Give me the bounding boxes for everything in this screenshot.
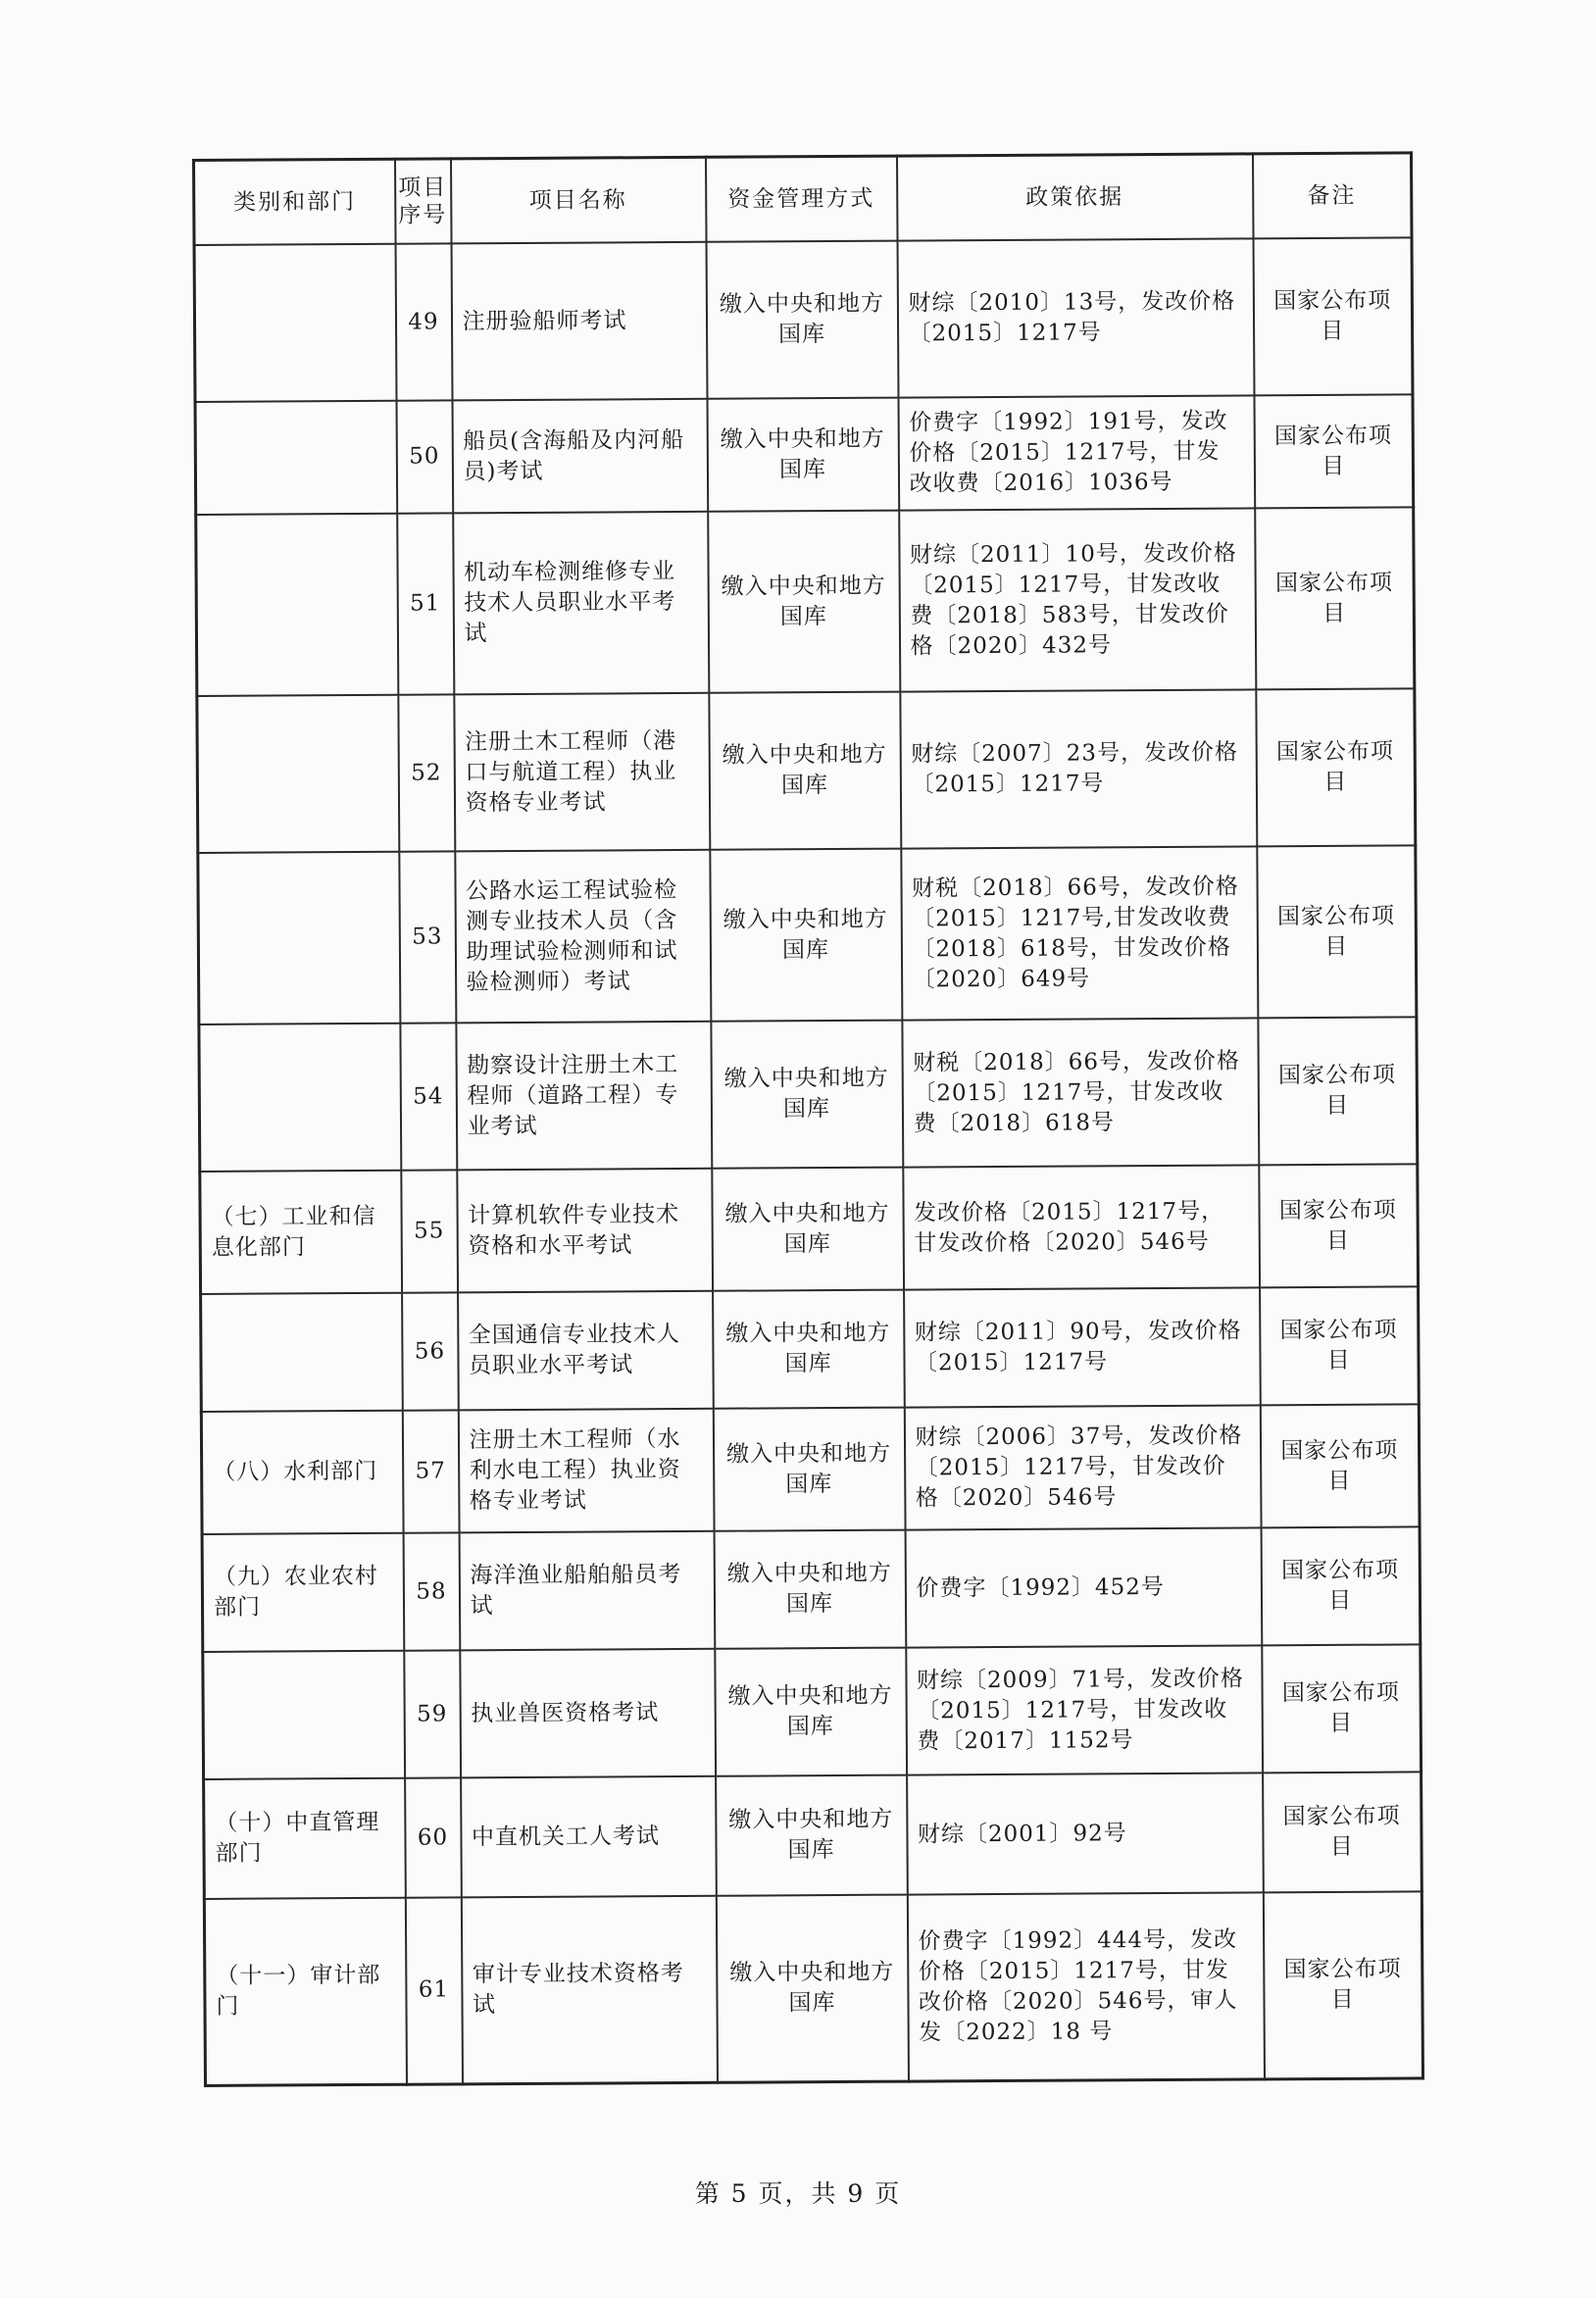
seq-cell: 59 [404, 1650, 461, 1777]
name-cell: 公路水运工程试验检测专业技术人员（含助理试验检测师和试验检测师）考试 [455, 850, 711, 1024]
table-row [196, 507, 1415, 696]
category-cell: （十一）审计部门 [204, 1898, 406, 2085]
table-row [202, 1526, 1421, 1652]
policy-cell: 财综〔2007〕23号，发改价格〔2015〕1217号 [900, 689, 1257, 848]
table-row [195, 394, 1414, 515]
note-cell: 国家公布项目 [1260, 1286, 1420, 1405]
table-row [204, 1891, 1422, 2085]
name-cell: 计算机软件专业技术资格和水平考试 [457, 1169, 713, 1293]
category-cell [197, 695, 399, 853]
category-cell [196, 514, 398, 696]
fund-cell: 缴入中央和地方国库 [707, 398, 899, 512]
header-category: 类别和部门 [194, 159, 396, 245]
table-row [198, 845, 1417, 1024]
fund-cell: 缴入中央和地方国库 [706, 241, 898, 399]
fund-cell: 缴入中央和地方国库 [708, 511, 900, 693]
category-cell: （十）中直管理部门 [204, 1778, 406, 1899]
fund-cell: 缴入中央和地方国库 [713, 1290, 905, 1409]
table-header-row [194, 153, 1413, 245]
policy-cell: 财综〔2011〕90号，发改价格〔2015〕1217号 [904, 1287, 1261, 1407]
name-cell: 审计专业技术资格考试 [461, 1896, 717, 2084]
category-cell: （九）农业农村部门 [202, 1533, 404, 1652]
seq-cell: 56 [402, 1292, 459, 1410]
fund-cell: 缴入中央和地方国库 [711, 1021, 903, 1169]
policy-cell: 财综〔2011〕10号，发改价格〔2015〕1217号，甘发改收费〔2018〕583号，甘发改价格〔2020〕432号 [899, 508, 1256, 691]
category-cell [199, 1024, 401, 1172]
seq-cell: 51 [397, 513, 454, 694]
fund-cell: 缴入中央和地方国库 [709, 692, 901, 850]
note-cell: 国家公布项目 [1259, 1164, 1419, 1287]
note-cell: 国家公布项目 [1263, 1891, 1422, 2078]
table-row [201, 1404, 1420, 1534]
seq-cell: 60 [405, 1777, 462, 1897]
header-seq: 项目序号 [395, 159, 452, 244]
note-cell: 国家公布项目 [1254, 394, 1414, 508]
seq-cell: 57 [402, 1410, 459, 1532]
note-cell: 国家公布项目 [1261, 1526, 1421, 1645]
note-cell: 国家公布项目 [1255, 507, 1415, 689]
name-cell: 注册验船师考试 [451, 242, 707, 401]
note-cell: 国家公布项目 [1258, 1017, 1418, 1165]
seq-cell: 55 [401, 1170, 458, 1292]
table-row [194, 237, 1413, 402]
header-policy: 政策依据 [896, 154, 1253, 241]
seq-cell: 58 [403, 1532, 460, 1650]
table-row [201, 1286, 1420, 1412]
page-footer: 第 5 页，共 9 页 [694, 2179, 902, 2208]
table-row [197, 688, 1416, 853]
fund-cell: 缴入中央和地方国库 [710, 849, 902, 1022]
policy-cell: 财综〔2001〕92号 [907, 1773, 1264, 1894]
note-cell: 国家公布项目 [1256, 688, 1416, 846]
policy-cell: 发改价格〔2015〕1217号，甘发改价格〔2020〕546号 [903, 1165, 1260, 1289]
name-cell: 全国通信专业技术人员职业水平考试 [458, 1291, 714, 1411]
category-cell [195, 401, 397, 515]
fund-cell: 缴入中央和地方国库 [714, 1530, 906, 1649]
category-cell [201, 1293, 403, 1412]
header-note: 备注 [1252, 153, 1412, 238]
note-cell: 国家公布项目 [1253, 237, 1413, 395]
name-cell: 执业兽医资格考试 [460, 1649, 716, 1778]
category-cell: （七）工业和信息化部门 [200, 1171, 402, 1294]
category-cell [194, 244, 396, 402]
fund-cell: 缴入中央和地方国库 [716, 1895, 908, 2082]
policy-cell: 财税〔2018〕66号，发改价格〔2015〕1217号,甘发改收费〔2018〕618号，甘发改价格〔2020〕649号 [901, 846, 1258, 1020]
fund-cell: 缴入中央和地方国库 [713, 1408, 905, 1531]
note-cell: 国家公布项目 [1260, 1404, 1420, 1527]
header-name: 项目名称 [451, 157, 707, 243]
policy-cell: 财综〔2006〕37号，发改价格〔2015〕1217号，甘发改价格〔2020〕546号 [904, 1405, 1261, 1529]
note-cell: 国家公布项目 [1257, 845, 1417, 1018]
table-row [200, 1164, 1419, 1294]
category-cell [203, 1651, 405, 1779]
seq-cell: 50 [396, 400, 453, 513]
policy-cell: 价费字〔1992〕444号，发改价格〔2015〕1217号，甘发改价格〔2020〕546号，审人发〔2022〕18 号 [907, 1892, 1264, 2080]
table-row [203, 1644, 1421, 1779]
name-cell: 海洋渔业船舶船员考试 [459, 1531, 715, 1651]
policy-cell: 财税〔2018〕66号，发改价格〔2015〕1217号，甘发改收费〔2018〕618号 [902, 1018, 1259, 1167]
seq-cell: 61 [405, 1897, 462, 2083]
name-cell: 机动车检测维修专业技术人员职业水平考试 [453, 512, 709, 695]
seq-cell: 53 [399, 851, 456, 1023]
category-cell: （八）水利部门 [201, 1411, 403, 1534]
table-row [204, 1772, 1422, 1899]
seq-cell: 52 [398, 694, 455, 851]
name-cell: 船员(含海船及内河船员)考试 [452, 399, 708, 514]
policy-cell: 财综〔2009〕71号，发改价格〔2015〕1217号，甘发改收费〔2017〕1152号 [906, 1645, 1263, 1774]
name-cell: 中直机关工人考试 [461, 1776, 717, 1898]
note-cell: 国家公布项目 [1262, 1644, 1421, 1773]
fund-cell: 缴入中央和地方国库 [712, 1168, 904, 1291]
fund-cell: 缴入中央和地方国库 [716, 1775, 908, 1896]
policy-cell: 价费字〔1992〕452号 [905, 1527, 1262, 1647]
note-cell: 国家公布项目 [1263, 1772, 1422, 1892]
name-cell: 注册土木工程师（港口与航道工程）执业资格专业考试 [454, 693, 710, 852]
table-row [199, 1017, 1418, 1172]
name-cell: 勘察设计注册土木工程师（道路工程）专业考试 [456, 1022, 712, 1171]
category-cell [198, 852, 400, 1024]
seq-cell: 49 [395, 243, 452, 400]
name-cell: 注册土木工程师（水利水电工程）执业资格专业考试 [458, 1409, 714, 1533]
policy-cell: 价费字〔1992〕191号，发改价格〔2015〕1217号，甘发改收费〔2016〕1036号 [898, 395, 1255, 510]
fund-cell: 缴入中央和地方国库 [715, 1648, 907, 1776]
header-fund: 资金管理方式 [705, 156, 897, 242]
seq-cell: 54 [400, 1023, 457, 1170]
fee-project-table [192, 151, 1424, 2086]
policy-cell: 财综〔2010〕13号，发改价格〔2015〕1217号 [897, 238, 1254, 397]
